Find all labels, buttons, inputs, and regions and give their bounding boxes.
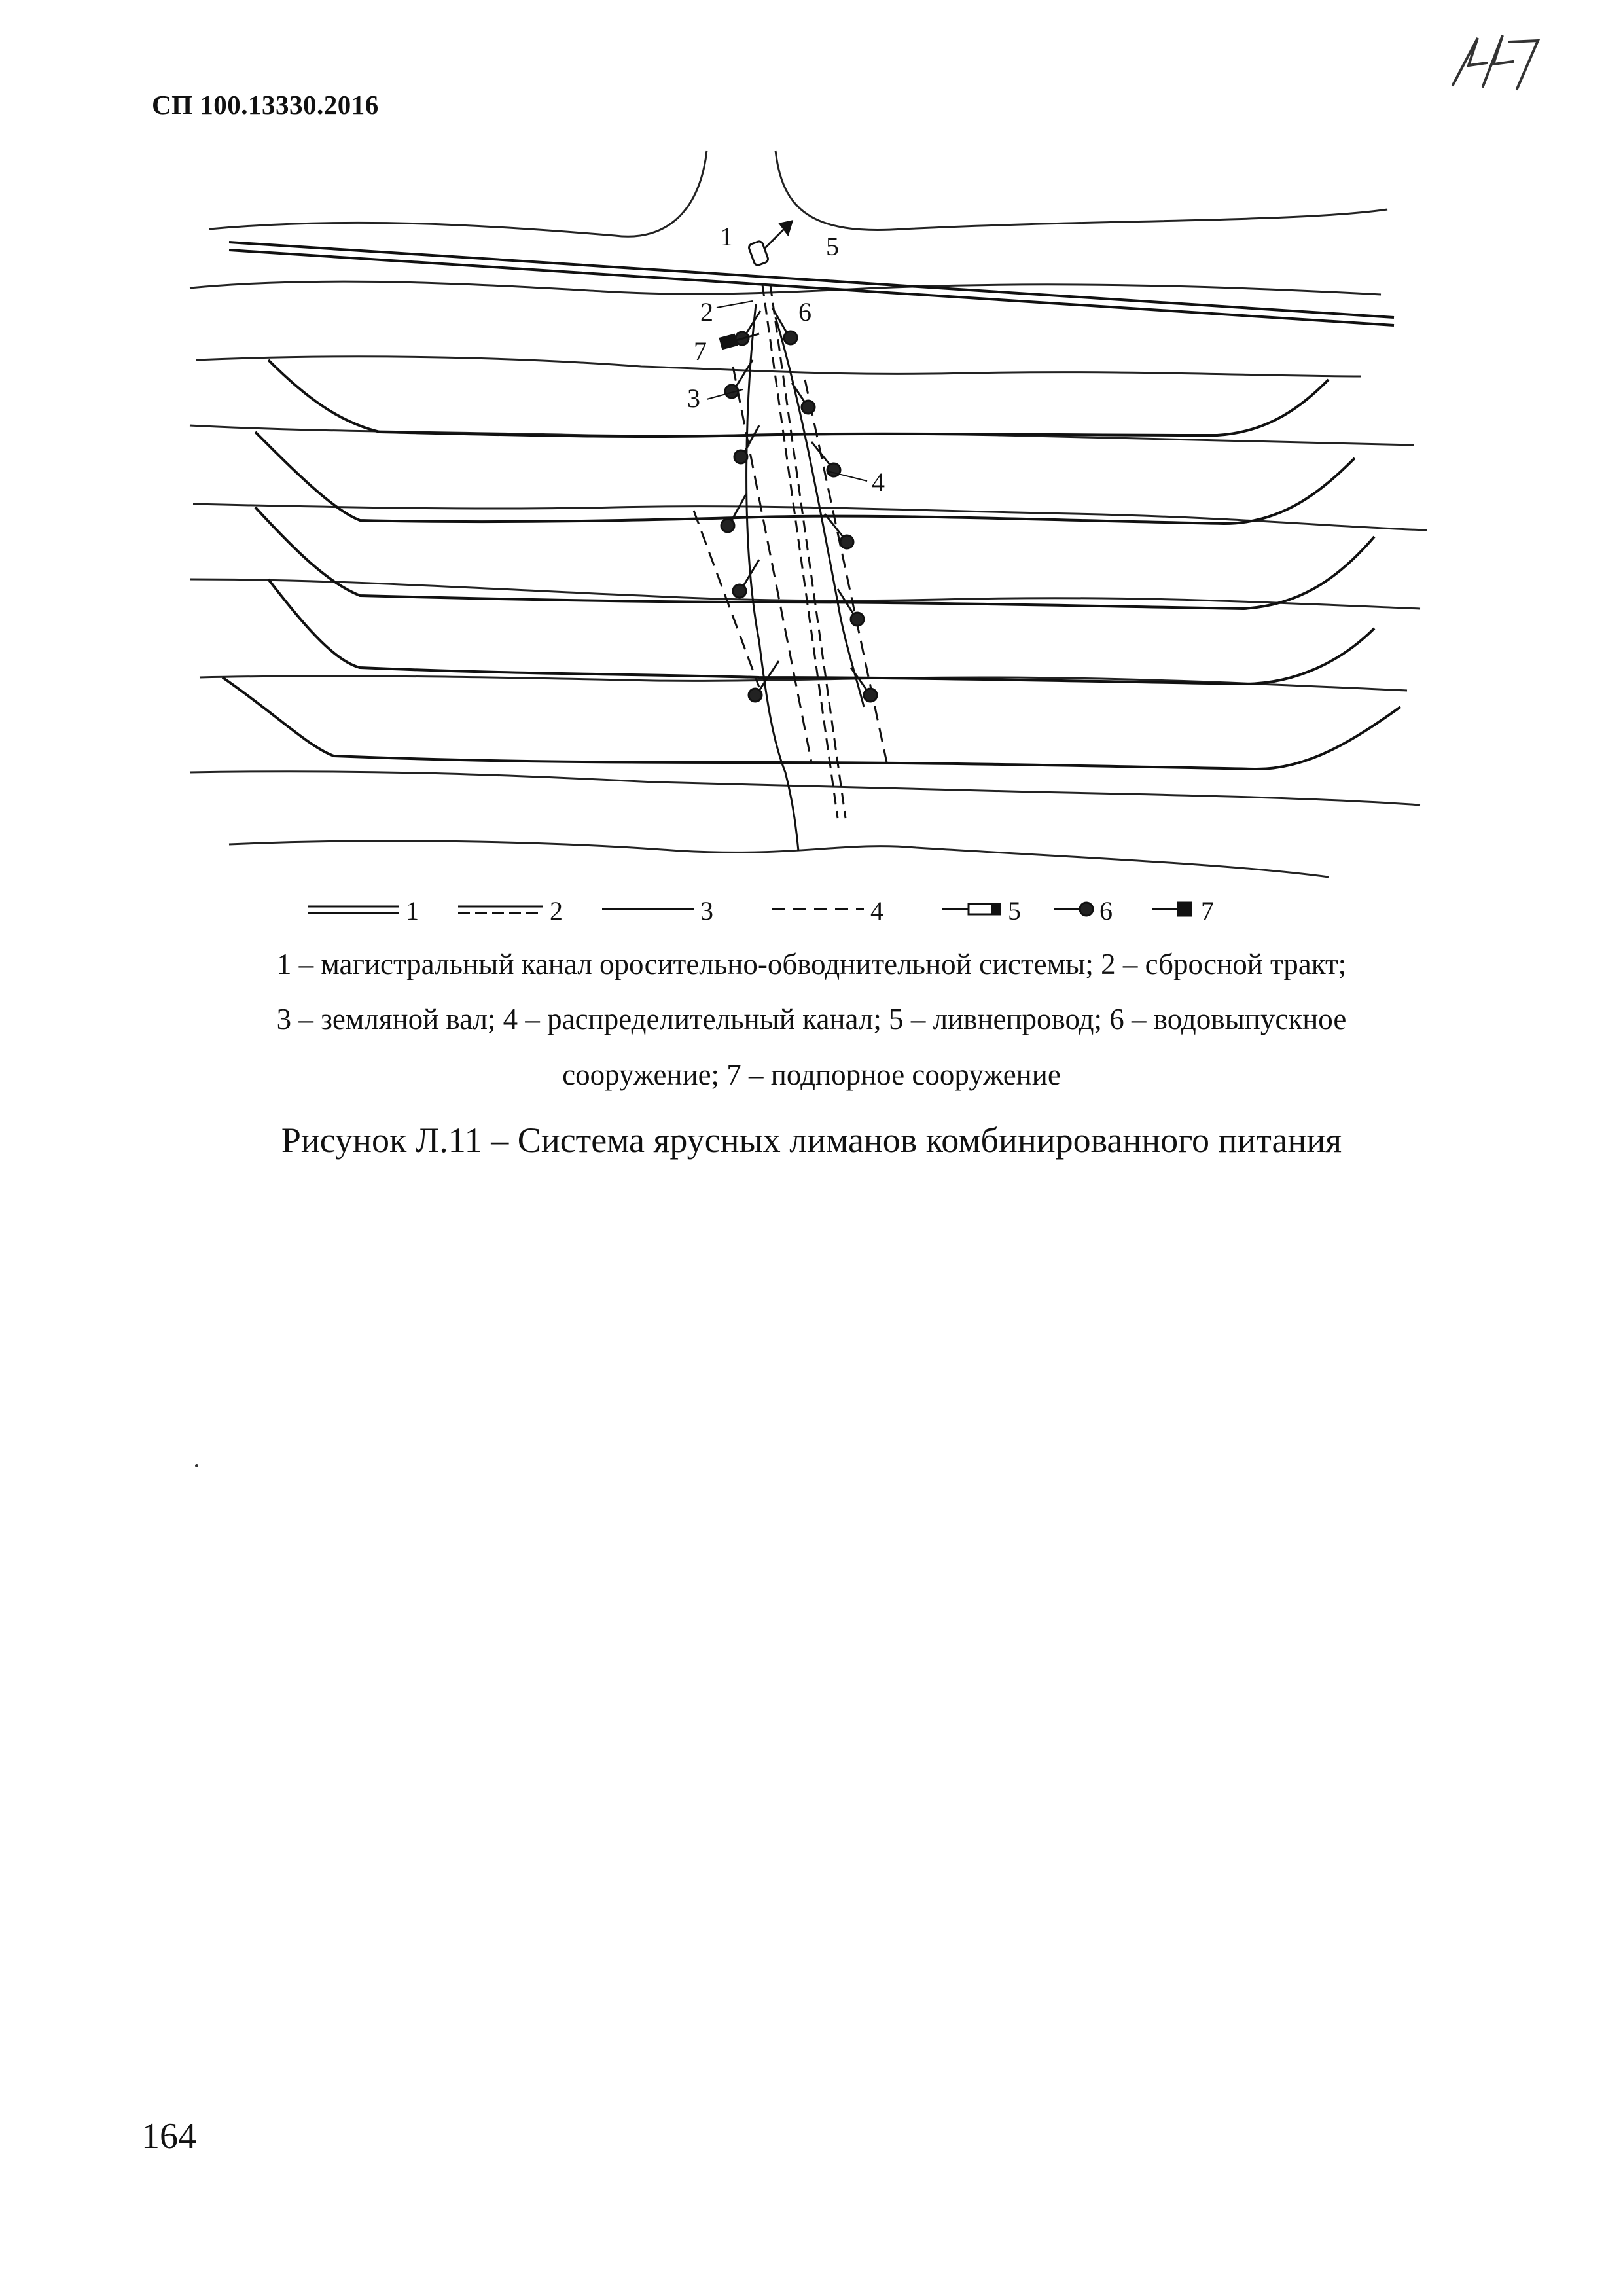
legend-number-3: 3 xyxy=(700,896,713,925)
pipe-outlet-icon xyxy=(942,904,1000,914)
document-code: СП 100.13330.2016 xyxy=(152,90,379,120)
legend-number-6: 6 xyxy=(1099,896,1113,925)
figure-title: Рисунок Л.11 – Система ярусных лиманов комбинированного питания xyxy=(281,1121,1342,1160)
dash-double-line-icon xyxy=(458,906,543,913)
main-canal xyxy=(229,242,1394,325)
callout-5: 5 xyxy=(826,232,839,261)
distribution-canals-dashed xyxy=(694,367,887,762)
earthen-dams xyxy=(223,360,1400,769)
callout-6: 6 xyxy=(798,297,812,327)
legend xyxy=(301,893,1270,930)
double-line-icon xyxy=(308,906,399,913)
storm-pipe xyxy=(748,221,792,266)
caption-line-1: 1 – магистральный канал оросительно-обводнительной системы; 2 – сбросной тракт; xyxy=(276,948,1347,980)
callout-2: 2 xyxy=(700,297,713,327)
legend-number-5: 5 xyxy=(1008,896,1021,925)
outlet-structures xyxy=(721,308,877,702)
ball-outlet-icon xyxy=(1054,903,1093,916)
check-structure-icon xyxy=(1152,903,1191,916)
callout-3: 3 xyxy=(687,384,700,413)
liman-system-diagram xyxy=(183,144,1440,897)
callout-7: 7 xyxy=(694,336,707,366)
distribution-canal xyxy=(747,304,864,851)
callout-4: 4 xyxy=(872,467,885,497)
caption-line-3: сооружение; 7 – подпорное сооружение xyxy=(562,1058,1061,1091)
scan-speck xyxy=(195,1464,198,1467)
handwritten-page-mark xyxy=(1440,26,1544,98)
legend-number-4: 4 xyxy=(870,896,883,925)
legend-number-2: 2 xyxy=(550,896,563,925)
legend-number-7: 7 xyxy=(1201,896,1214,925)
legend-number-1: 1 xyxy=(406,896,419,925)
caption-line-2: 3 – земляной вал; 4 – распределительный канал; 5 – ливнепровод; 6 – водовыпускное xyxy=(276,1003,1347,1035)
page-number: 164 xyxy=(141,2116,196,2157)
callout-1: 1 xyxy=(720,222,733,251)
